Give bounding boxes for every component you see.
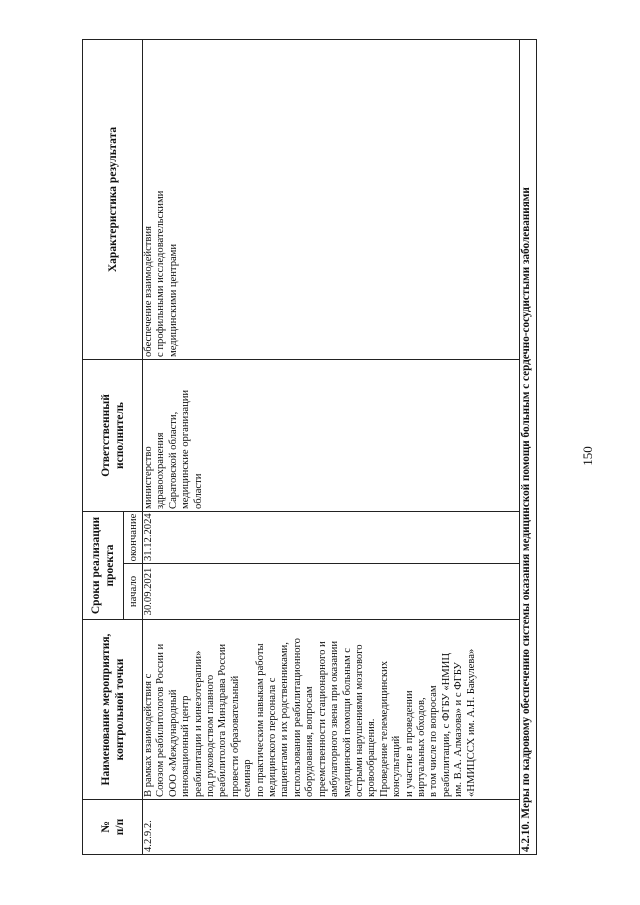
section-row [520,39,537,854]
header-executor: Ответственный исполнитель [83,359,143,511]
page-number: 150 [580,446,595,466]
row-number: 4.2.9.2. [143,800,520,855]
header-activity-name: Наименование мероприятия, контрольной точки [83,620,143,800]
row-executor: министерство здравоохранения Саратовской области, медицинские организации области [143,359,520,511]
rotated-page-content [82,40,537,855]
plan-table [82,39,537,855]
header-start: начало [124,564,143,620]
table-row [143,39,520,854]
section-heading: 4.2.10. Меры по кадровому обеспечению системы оказания медицинской помощи больным с сердечно-сосудистыми заболеваниями [520,39,537,854]
header-end: окончание [124,511,143,563]
table-header-row [83,39,124,854]
row-result: обеспечение взаимодействия с профильными исследовательскими медицинскими центрами [143,39,520,359]
row-start-date: 30.09.2021 [143,564,520,620]
row-activity-name: В рамках взаимодействия с Союзом реабилитологов России и ООО «Международный инновационный центр реабилитации и кинезотерапии» под руководством главного реабилитолога Минздрава России провести образовательный семинар по практическим навыкам работы медицинского персонала с пациентами и их родственниками, использовании реабилитационного оборудования, вопросам преемственности стационарного и амбулаторного звена при оказании медицинской помощи больным с острыми нарушениями мозгового кровообращения. Проведение телемедицинских консультаций и участие в проведении виртуальных обходов, в том числе по вопросам реабилитации, с ФГБУ «НМИЦ им. В.А. Алмазова» и с ФГБУ «НМИЦССХ им. А.Н. Бакулева» [143,620,520,800]
header-result: Характеристика результата [83,39,143,359]
header-number: № п/п [83,800,143,855]
row-end-date: 31.12.2024 [143,511,520,563]
header-terms: Сроки реализации проекта [83,511,124,619]
